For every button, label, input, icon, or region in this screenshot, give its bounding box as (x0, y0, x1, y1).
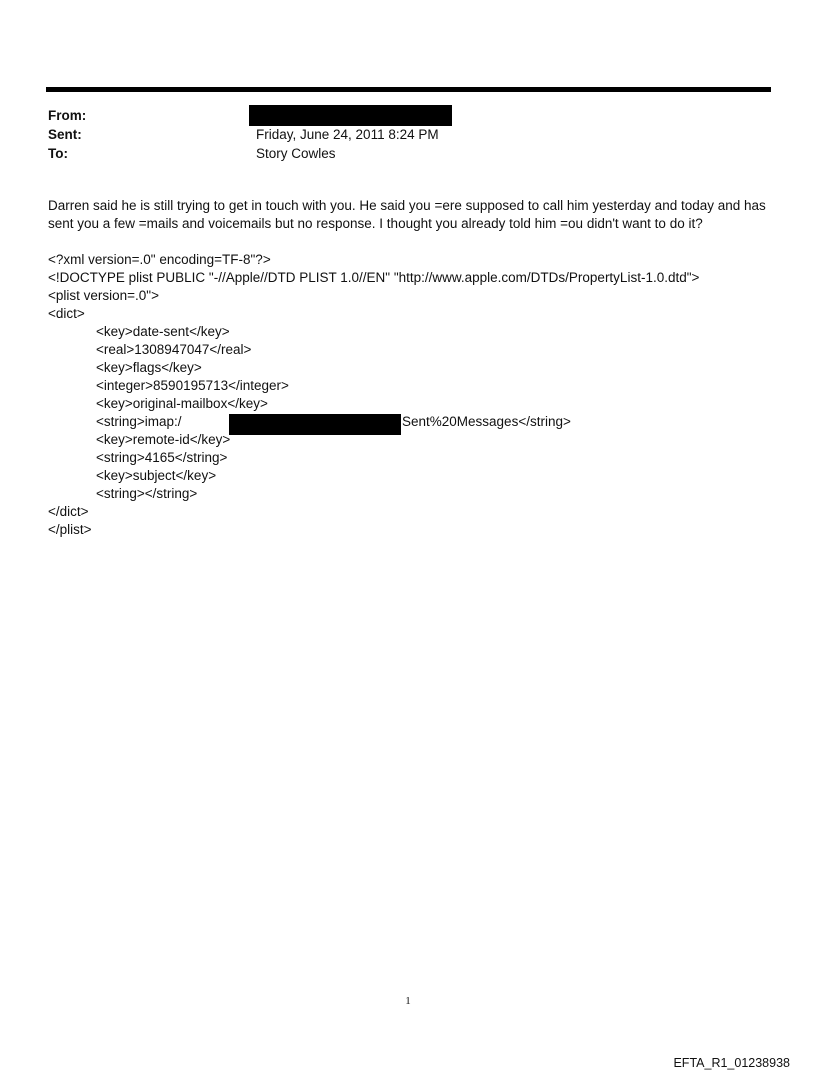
sent-value: Friday, June 24, 2011 8:24 PM (256, 127, 439, 142)
key-flags: <key>flags</key> (96, 360, 202, 375)
string-remote-id: <string>4165</string> (96, 450, 228, 465)
to-label: To: (48, 146, 68, 161)
string-imap-prefix: <string>imap:/ (96, 414, 182, 429)
to-value: Story Cowles (256, 146, 336, 161)
plist-close-tag: </plist> (48, 522, 92, 537)
plist-open-tag: <plist version=.0"> (48, 288, 159, 303)
key-date-sent: <key>date-sent</key> (96, 324, 230, 339)
key-subject: <key>subject</key> (96, 468, 217, 483)
plist-block (48, 251, 699, 539)
doctype-line: <!DOCTYPE plist PUBLIC "-//Apple//DTD PLIST 1.0//EN" "http://www.apple.com/DTDs/PropertyList-1.0.dtd"> (48, 270, 700, 285)
page-number: 1 (405, 995, 411, 1007)
bates-number: EFTA_R1_01238938 (673, 1056, 790, 1070)
sent-label: Sent: (48, 127, 82, 142)
real-value: <real>1308947047</real> (96, 342, 252, 357)
message-body: Darren said he is still trying to get in touch with you. He said you =ere supposed to call him yesterday and today and has sent you a few =mails and voicemails but no response. I thought you already told him =ou didn't want to do it? (48, 198, 766, 231)
string-imap-line (48, 413, 699, 431)
from-label: From: (48, 108, 87, 123)
string-imap-suffix: Sent%20Messages</string> (402, 414, 571, 429)
key-original-mailbox: <key>original-mailbox</key> (96, 396, 268, 411)
xml-declaration: <?xml version=.0" encoding=TF-8"?> (48, 252, 271, 267)
dict-close-tag: </dict> (48, 504, 89, 519)
key-remote-id: <key>remote-id</key> (96, 432, 231, 447)
from-redaction (249, 105, 452, 126)
dict-open-tag: <dict> (48, 306, 85, 321)
string-subject: <string></string> (96, 486, 198, 501)
integer-value: <integer>8590195713</integer> (96, 378, 289, 393)
header-rule (46, 87, 771, 92)
